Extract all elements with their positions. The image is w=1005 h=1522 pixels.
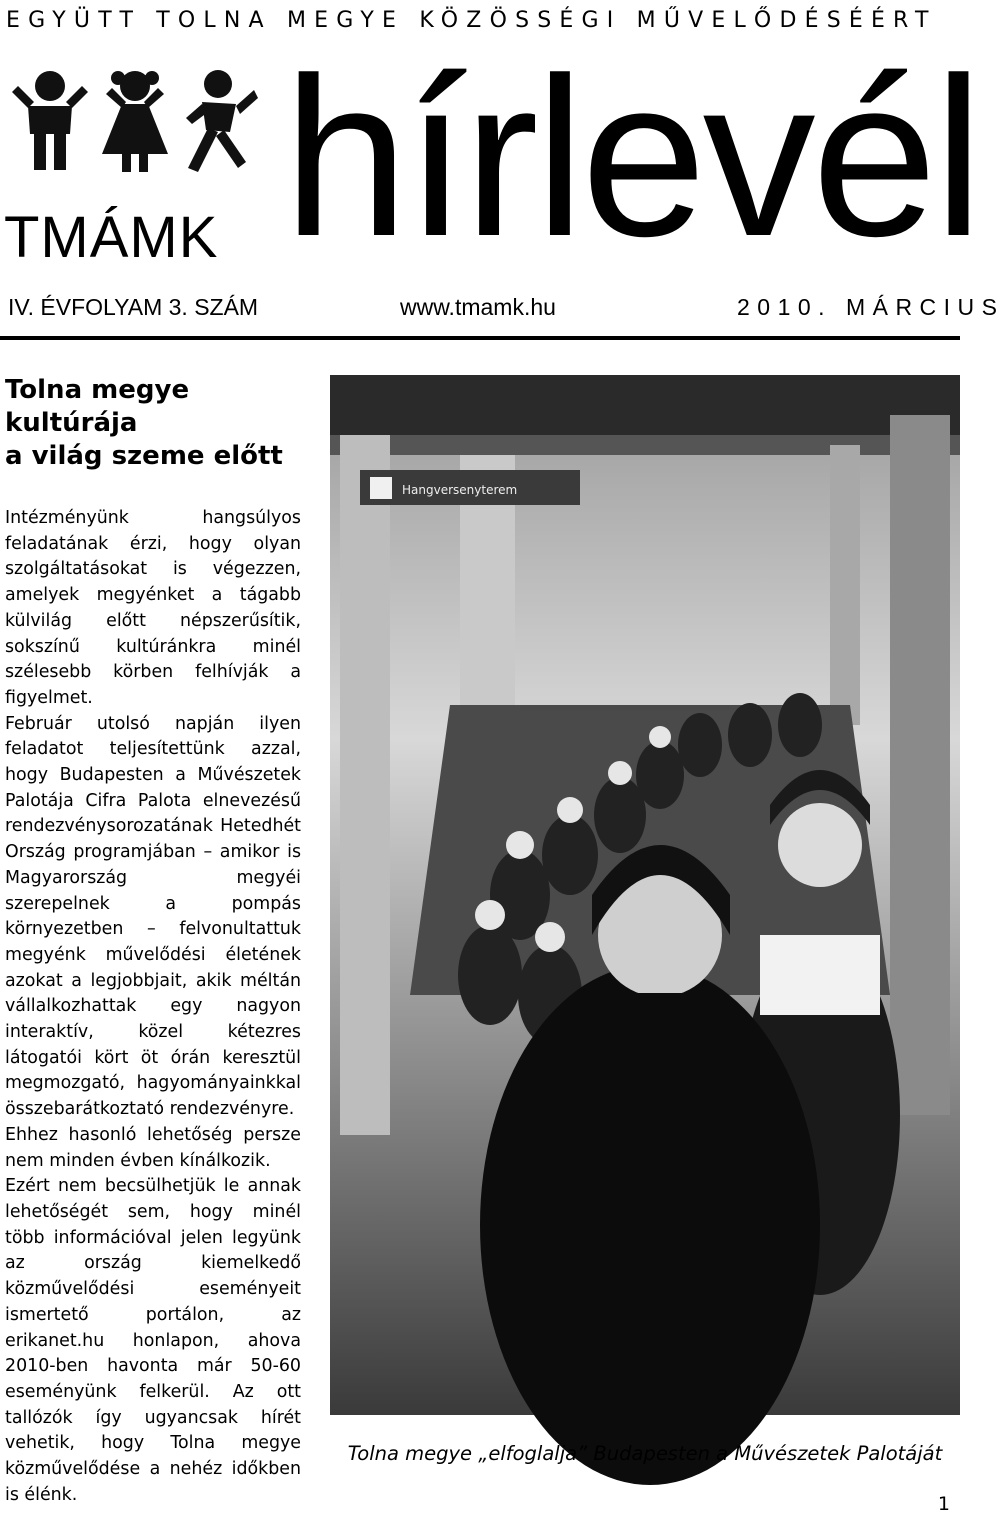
website-link[interactable]: www.tmamk.hu	[400, 294, 556, 320]
procession-photo	[330, 375, 960, 1415]
boy-figure-icon	[12, 71, 88, 170]
issue-number: IV. ÉVFOLYAM 3. SZÁM	[8, 294, 259, 320]
organization-logo-text: TMÁMK	[4, 205, 219, 270]
headline-line: kultúrája	[5, 408, 138, 438]
dancing-figure-icon	[186, 70, 258, 172]
article-body	[5, 506, 301, 1508]
article-headline	[5, 374, 305, 473]
article-paragraph: Intézményünk hangsúlyos feladatának érzi, hogy olyan szolgáltatásokat is végezzen, amelyek megyénket a tágabb külvilág előtt népszerűsítik, sokszínű kultúránkra minél szélesebb körben felhívják a figyelmet.	[5, 508, 301, 708]
issue-date: 2010. MÁRCIUS	[737, 294, 1005, 320]
masthead-title: hírlevél	[283, 30, 980, 283]
headline-line: Tolna megye	[5, 375, 190, 405]
venue-sign: Hangversenyterem	[402, 483, 518, 497]
article-paragraph: Február utolsó napján ilyen feladatot teljesítettünk azzal, hogy Budapesten a Művészetek Palotája Cifra Palota elnevezésű rendezvénysorozatának Hetedhét Ország programjában – amikor is Magyarország megyéi szerepelnek a pompás környezetben – felvonultattuk megyénk művelődési életének azokat a legjobbjait, akik méltán vállalkozhattak egy nagyon interaktív, közel kétezres látogatói kört öt órán keresztül megmozgató, hagyományainkkal összebarátkoztató rendezvényre.	[5, 713, 301, 1120]
headline-line: a világ szeme előtt	[5, 441, 283, 471]
tagline: EGYÜTT TOLNA MEGYE KÖZÖSSÉGI MŰVELŐDÉSÉÉRT	[6, 8, 937, 33]
photo-caption: Tolna megye „elfoglalja” Budapesten a Művészetek Palotáját	[347, 1442, 943, 1465]
article-paragraph: Ehhez hasonló lehetőség persze nem minden évben kínálkozik.	[5, 1124, 301, 1171]
children-logo	[10, 68, 260, 176]
header-divider	[0, 336, 960, 340]
article-paragraph: Ezért nem becsülhetjük le annak lehetőségét sem, hogy minél több információval jelen legyünk az ország kiemelkedő közművelődési eseményeit ismertető portálon, az erikanet.hu honlapon, ahova 2010-ben havonta már 50-60 eseményünk felkerül. Az ott tallózók így ugyancsak hírét vehetik, hogy Tolna megye közművelődése a nehéz időkben is élénk.	[5, 1176, 301, 1505]
page-number: 1	[937, 1493, 950, 1515]
girl-figure-icon	[102, 71, 168, 172]
